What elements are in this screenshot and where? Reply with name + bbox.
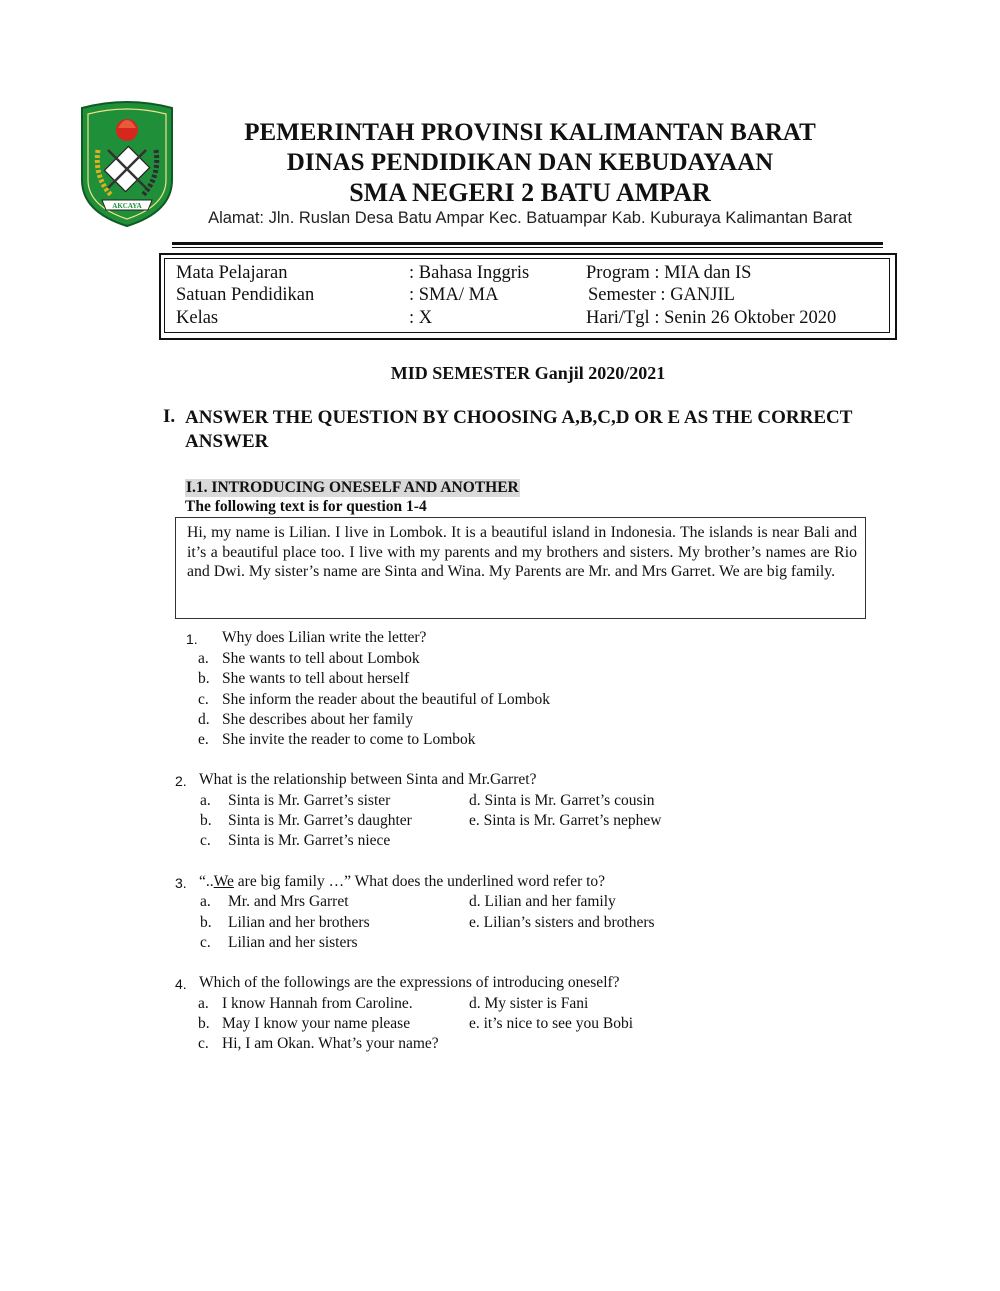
question-text-pre: “.. (199, 873, 214, 890)
option-c: Lilian and her sisters (228, 934, 358, 951)
section-title-line-2: ANSWER (185, 431, 269, 452)
class-value: : X (409, 308, 433, 328)
class-label: Kelas (176, 308, 219, 328)
option-letter: c. (200, 934, 211, 951)
option-letter: b. (198, 1015, 210, 1032)
education-unit-label: Satuan Pendidikan (176, 285, 315, 305)
section-title-line-1: ANSWER THE QUESTION BY CHOOSING A,B,C,D OR E AS THE CORRECT (185, 407, 853, 428)
question-text: Why does Lilian write the letter? (222, 629, 427, 646)
underlined-word: We (213, 873, 234, 890)
option-a: I know Hannah from Caroline. (222, 995, 413, 1012)
school-name: SMA NEGERI 2 BATU AMPAR (349, 178, 711, 207)
subject-label: Mata Pelajaran (176, 263, 288, 283)
option-e: e. Lilian’s sisters and brothers (469, 914, 655, 931)
option-letter: b. (198, 670, 210, 687)
subject-value: : Bahasa Inggris (409, 263, 530, 283)
option-e: e. Sinta is Mr. Garret’s nephew (469, 812, 662, 829)
option-c: Sinta is Mr. Garret’s niece (228, 832, 391, 849)
section-number: I. (163, 406, 176, 427)
option-letter: b. (200, 914, 212, 931)
program-info: Program : MIA dan IS (586, 263, 752, 283)
header-line-1: PEMERINTAH PROVINSI KALIMANTAN BARAT (244, 119, 816, 146)
question-number: 4. (175, 976, 187, 992)
option-letter: a. (200, 893, 211, 910)
option-d: d. Sinta is Mr. Garret’s cousin (469, 792, 655, 809)
option-letter: b. (200, 812, 212, 829)
option-e: She invite the reader to come to Lombok (222, 731, 476, 748)
question-text-post: are big family …” What does the underlined word refer to? (233, 873, 606, 890)
option-b: Sinta is Mr. Garret’s daughter (228, 812, 412, 829)
date-info: Hari/Tgl : Senin 26 Oktober 2020 (586, 308, 837, 328)
option-d: d. Lilian and her family (469, 893, 616, 910)
emblem-motto-text: AKCAYA (112, 202, 142, 210)
option-letter: d. (198, 711, 210, 728)
option-d: She describes about her family (222, 711, 414, 728)
option-letter: a. (198, 995, 209, 1012)
question-number: 1. (186, 631, 198, 647)
option-b: She wants to tell about herself (222, 670, 410, 687)
school-address: Alamat: Jln. Ruslan Desa Batu Ampar Kec. Batuampar Kab. Kuburaya Kalimantan Barat (208, 209, 852, 227)
header-rule-thick (172, 242, 883, 245)
option-e: e. it’s nice to see you Bobi (469, 1015, 634, 1032)
exam-title: MID SEMESTER Ganjil 2020/2021 (390, 363, 666, 383)
option-d: d. My sister is Fani (469, 995, 589, 1012)
question-number: 2. (175, 773, 187, 789)
section-title (185, 406, 895, 454)
subsection-title: I.1. INTRODUCING ONESELF AND ANOTHER (186, 479, 519, 496)
option-c: She inform the reader about the beautiful of Lombok (222, 691, 550, 708)
question-text: Which of the followings are the expressions of introducing oneself? (199, 974, 620, 991)
option-letter: e. (198, 731, 209, 748)
option-letter: c. (198, 1035, 209, 1052)
passage-note: The following text is for question 1-4 (185, 498, 427, 515)
option-letter: a. (200, 792, 211, 809)
option-letter: c. (200, 832, 211, 849)
question-text (199, 873, 605, 891)
header-line-2: DINAS PENDIDIKAN DAN KEBUDAYAAN (286, 149, 774, 176)
option-letter: c. (198, 691, 209, 708)
option-letter: a. (198, 650, 209, 667)
question-number: 3. (175, 875, 187, 891)
option-a: Mr. and Mrs Garret (228, 893, 349, 910)
option-b: May I know your name please (222, 1015, 411, 1032)
option-c: Hi, I am Okan. What’s your name? (222, 1035, 439, 1052)
header-rule-thin (172, 247, 883, 248)
option-a: Sinta is Mr. Garret’s sister (228, 792, 391, 809)
option-b: Lilian and her brothers (228, 914, 370, 931)
education-unit-value: : SMA/ MA (409, 285, 499, 305)
semester-info: Semester : GANJIL (588, 285, 735, 305)
option-a: She wants to tell about Lombok (222, 650, 420, 667)
reading-passage: Hi, my name is Lilian. I live in Lombok. It is a beautiful island in Indonesia. The islands is near Bali and it’s a beautiful place too. I live with my parents and my brothers and sisters. My brother’s names are Rio and Dwi. My sister’s name are Sinta and Wina. My Parents are Mr. and Mrs Garret. We are big family. (187, 524, 857, 580)
question-text: What is the relationship between Sinta and Mr.Garret? (199, 771, 537, 788)
